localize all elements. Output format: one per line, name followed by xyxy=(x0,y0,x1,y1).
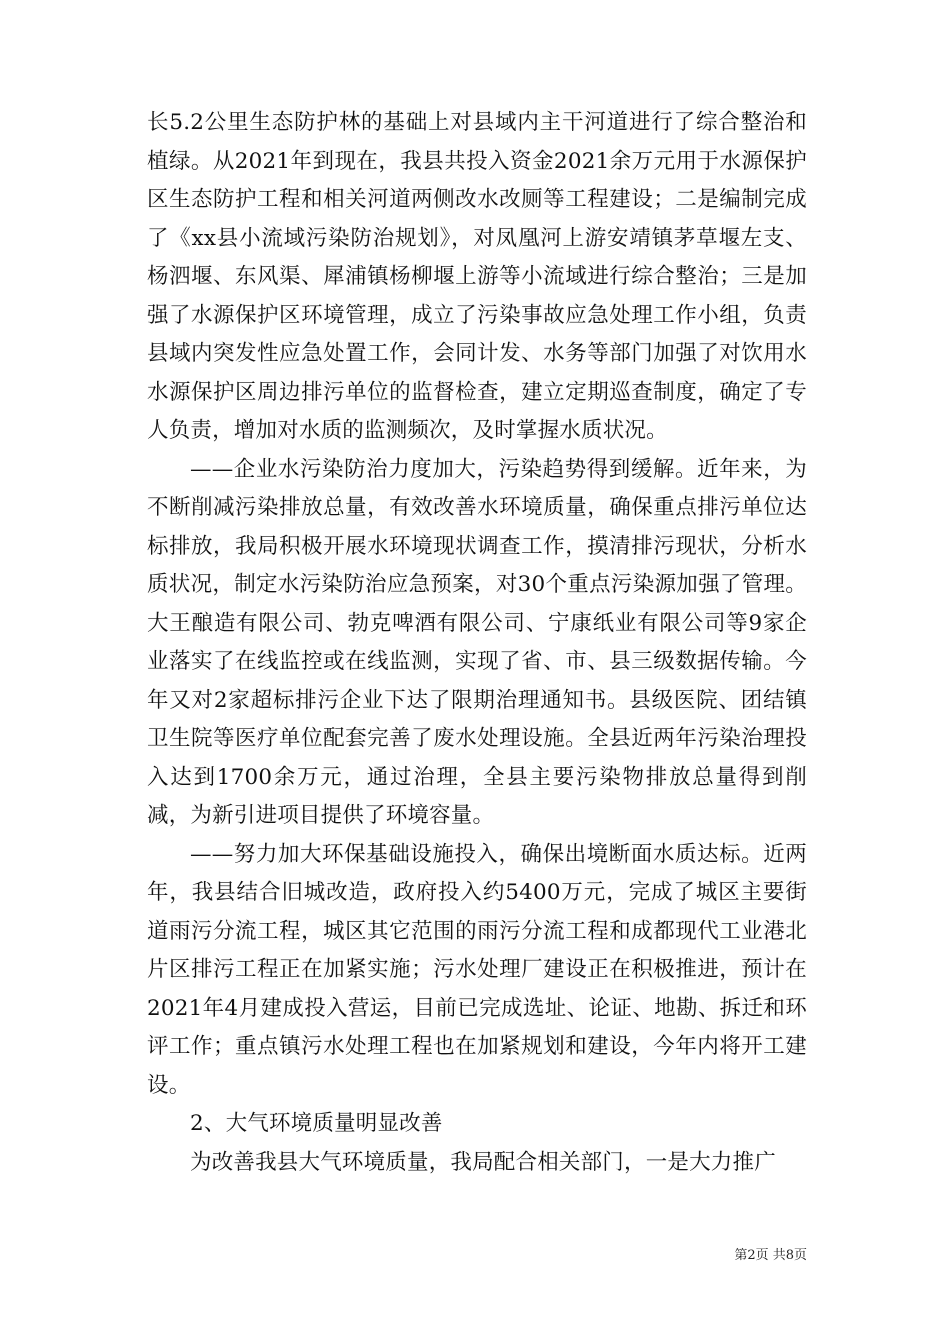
paragraph-continuation: 长5.2公里生态防护林的基础上对县域内主干河道进行了综合整治和植绿。从2021年到现在，我县共投入资金2021余万元用于水源保护区生态防护工程和相关河道两侧改水改厕等工程建设；二是编制完成了《xx县小流域污染防治规划》，对凤凰河上游安靖镇茅草堰左支、杨泗堰、东风渠、犀浦镇杨柳堰上游等小流域进行综合整治；三是加强了水源保护区环境管理，成立了污染事故应急处理工作小组，负责县域内突发性应急处置工作，会同计发、水务等部门加强了对饮用水水源保护区周边排污单位的监督检查，建立定期巡查制度，确定了专人负责，增加对水质的监测频次，及时掌握水质状况。 xyxy=(147,110,807,443)
paragraph-enterprise-pollution: ——企业水污染防治力度加大，污染趋势得到缓解。近年来，为不断削减污染排放总量，有效改善水环境质量，确保重点排污单位达标排放，我局积极开展水环境现状调查工作，摸清排污现状，分析水质状况，制定水污染防治应急预案，对30个重点污染源加强了管理。大王酿造有限公司、勃克啤酒有限公司、宁康纸业有限公司等9家企业落实了在线监控或在线监测，实现了省、市、县三级数据传输。今年又对2家超标排污企业下达了限期治理通知书。县级医院、团结镇卫生院等医疗单位配套完善了废水处理设施。全县近两年污染治理投入达到1700余万元，通过治理，全县主要污染物排放总量得到削减，为新引进项目提供了环境容量。 xyxy=(147,456,807,828)
document-body xyxy=(147,104,807,1182)
page-number-footer: 第2页 共8页 xyxy=(734,1248,807,1263)
section-heading-air-quality: 2、大气环境质量明显改善 xyxy=(190,1111,443,1136)
paragraph-air-quality: 为改善我县大气环境质量，我局配合相关部门，一是大力推广 xyxy=(190,1149,776,1175)
paragraph-infrastructure: ——努力加大环保基础设施投入，确保出境断面水质达标。近两年，我县结合旧城改造，政府投入约5400万元，完成了城区主要街道雨污分流工程，城区其它范围的雨污分流工程和成都现代工业港北片区排污工程正在加紧实施；污水处理厂建设正在积极推进，预计在2021年4月建成投入营运，目前已完成选址、论证、地勘、拆迁和环评工作；重点镇污水处理工程也在加紧规划和建设，今年内将开工建设。 xyxy=(147,841,807,1098)
